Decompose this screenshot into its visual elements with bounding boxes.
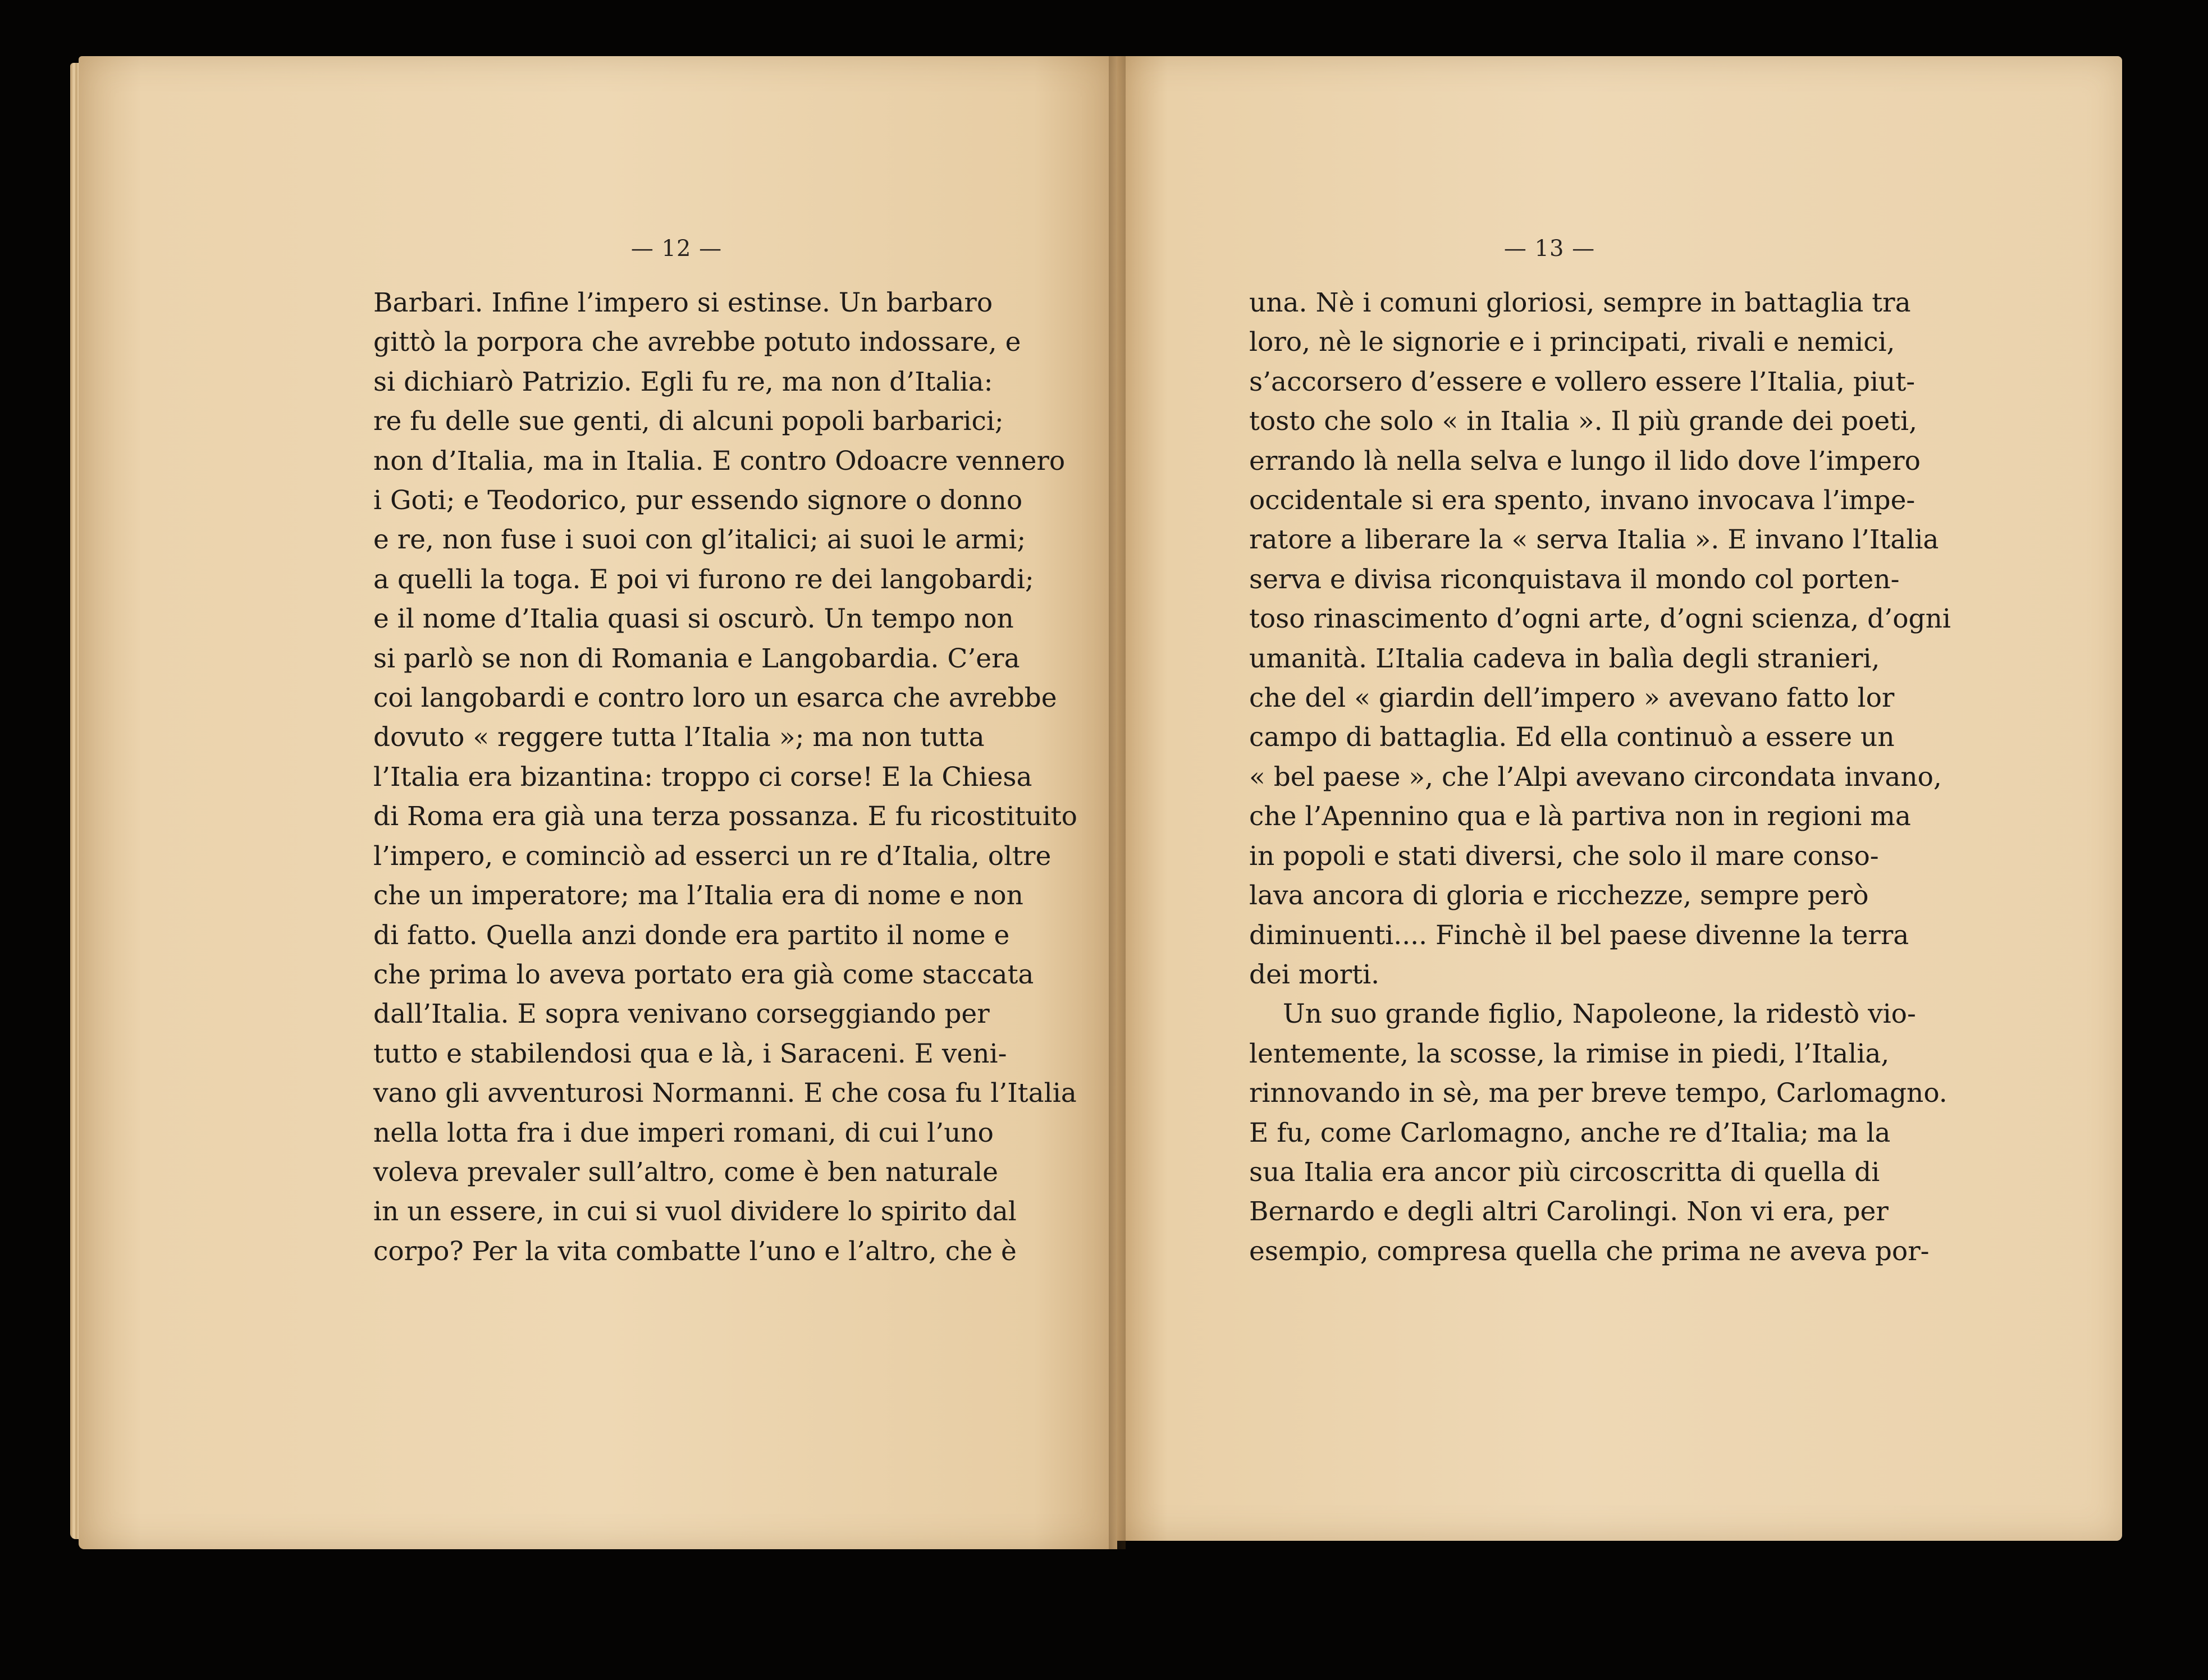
- text-line: non d’Italia, ma in Italia. E contro Odoacre vennero: [373, 445, 1066, 477]
- text-line: re fu delle sue genti, di alcuni popoli barbarici;: [373, 406, 1004, 437]
- right-page-number: — 13 —: [1503, 236, 1596, 262]
- text-line: l’impero, e cominciò ad esserci un re d’Italia, oltre: [373, 840, 1052, 872]
- text-line: di fatto. Quella anzi donde era partito il nome e: [373, 919, 1010, 951]
- text-line: toso rinascimento d’ogni arte, d’ogni scienza, d’ogni: [1249, 603, 1951, 635]
- text-line: in popoli e stati diversi, che solo il mare conso-: [1249, 840, 1879, 872]
- text-line: rinnovando in sè, ma per breve tempo, Carlomagno.: [1249, 1078, 1948, 1109]
- text-line: che l’Apennino qua e là partiva non in regioni ma: [1249, 801, 1911, 832]
- text-line: Barbari. Infine l’impero si estinse. Un barbaro: [373, 287, 993, 318]
- text-line: a quelli la toga. E poi vi furono re dei langobardi;: [373, 564, 1034, 595]
- text-line: dovuto « reggere tutta l’Italia »; ma non tutta: [373, 722, 985, 753]
- text-line: che del « giardin dell’impero » avevano fatto lor: [1249, 683, 1895, 714]
- text-line: s’accorsero d’essere e vollero essere l’Italia, piut-: [1249, 366, 1916, 397]
- text-line: coi langobardi e contro loro un esarca che avrebbe: [373, 683, 1057, 714]
- text-line: umanità. L’Italia cadeva in balìa degli stranieri,: [1249, 643, 1880, 674]
- text-line: si parlò se non di Romania e Langobardia. C’era: [373, 643, 1020, 674]
- text-line: tutto e stabilendosi qua e là, i Saraceni. E veni-: [373, 1038, 1007, 1069]
- text-line: E fu, come Carlomagno, anche re d’Italia; ma la: [1249, 1117, 1891, 1148]
- right-page-text: [1249, 283, 1951, 1271]
- text-line: lava ancora di gloria e ricchezze, sempre però: [1249, 880, 1869, 912]
- text-line: nella lotta fra i due imperi romani, di cui l’uno: [373, 1117, 994, 1148]
- text-line: che un imperatore; ma l’Italia era di nome e non: [373, 880, 1023, 912]
- text-line: tosto che solo « in Italia ». Il più grande dei poeti,: [1249, 406, 1918, 437]
- text-line: vano gli avventurosi Normanni. E che cosa fu l’Italia: [373, 1078, 1077, 1109]
- left-page-number: — 12 —: [630, 236, 723, 262]
- text-line: i Goti; e Teodorico, pur essendo signore o donno: [373, 485, 1023, 516]
- text-line: e re, non fuse i suoi con gl’italici; ai suoi le armi;: [373, 524, 1026, 556]
- text-line: che prima lo aveva portato era già come staccata: [373, 959, 1034, 990]
- text-line: campo di battaglia. Ed ella continuò a essere un: [1249, 722, 1895, 753]
- text-line: si dichiarò Patrizio. Egli fu re, ma non d’Italia:: [373, 366, 993, 397]
- text-line: diminuenti.... Finchè il bel paese divenne la terra: [1249, 919, 1909, 951]
- text-line: esempio, compresa quella che prima ne aveva por-: [1249, 1235, 1930, 1267]
- text-line: di Roma era già una terza possanza. E fu ricostituito: [373, 801, 1077, 832]
- text-line: gittò la porpora che avrebbe potuto indossare, e: [373, 327, 1021, 358]
- text-line: Un suo grande figlio, Napoleone, la ridestò vio-: [1283, 999, 1916, 1030]
- text-line: dall’Italia. E sopra venivano corseggiando per: [373, 999, 990, 1030]
- text-line: l’Italia era bizantina: troppo ci corse! E la Chiesa: [373, 761, 1032, 793]
- text-line: « bel paese », che l’Alpi avevano circondata invano,: [1249, 761, 1942, 793]
- text-line: lentemente, la scosse, la rimise in piedi, l’Italia,: [1249, 1038, 1890, 1069]
- text-line: sua Italia era ancor più circoscritta di quella di: [1249, 1156, 1880, 1188]
- text-line: ratore a liberare la « serva Italia ». E invano l’Italia: [1249, 524, 1939, 556]
- text-line: e il nome d’Italia quasi si oscurò. Un tempo non: [373, 603, 1014, 635]
- text-line: Bernardo e degli altri Carolingi. Non vi era, per: [1249, 1196, 1889, 1228]
- text-line: serva e divisa riconquistava il mondo col porten-: [1249, 564, 1900, 595]
- text-line: occidentale si era spento, invano invocava l’impe-: [1249, 485, 1916, 516]
- text-line: errando là nella selva e lungo il lido dove l’impero: [1249, 445, 1921, 477]
- text-line: in un essere, in cui si vuol dividere lo spirito dal: [373, 1196, 1017, 1228]
- text-line: voleva prevaler sull’altro, come è ben naturale: [373, 1156, 998, 1188]
- text-line: corpo? Per la vita combatte l’uno e l’altro, che è: [373, 1235, 1017, 1267]
- text-line: loro, nè le signorie e i principati, rivali e nemici,: [1249, 327, 1895, 358]
- text-line: una. Nè i comuni gloriosi, sempre in battaglia tra: [1249, 287, 1911, 318]
- text-line: dei morti.: [1249, 959, 1380, 990]
- book-gutter: [1109, 56, 1126, 1549]
- left-page-text: [373, 283, 1077, 1271]
